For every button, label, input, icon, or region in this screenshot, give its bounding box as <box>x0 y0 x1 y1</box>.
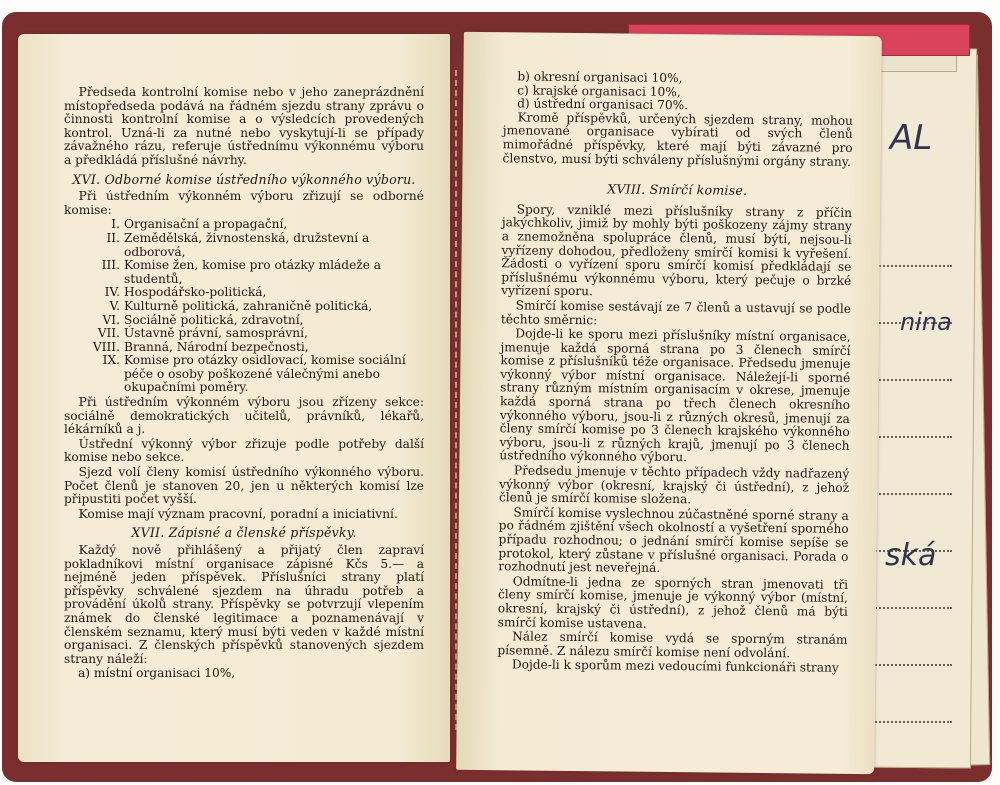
list-item: c) krajské organisaci 10%, <box>517 82 681 99</box>
handwriting-top: AL <box>890 118 933 158</box>
section-18-title: XVIII. Smírčí komise. <box>607 181 748 198</box>
paragraph: Odmítne-li jedna ze sporných stran jmenovati tři členy smírčí komise, jmenuje je výkonný výbor (místní, okresní, krajský či ústřední), z jehož členů má býti smírčí komise ustavena. <box>497 574 849 631</box>
left-page-text <box>64 86 424 681</box>
paragraph: Sjezd volí členy komisí ústředního výkonného výboru. Počet členů je stanoven 20, jen u některých komisí lze připustiti počet vyšší. <box>64 465 424 507</box>
right-page <box>456 32 882 774</box>
paragraph: Spory, vzniklé mezi příslušníky strany z příčin jakýchkoliv, jimiž by mohly býti poškozeny zájmy strany a znemožněna spolupráce členů, musí býti, nejsou-li vyřízeny dohodou, předloženy smírčí komisi k vyřešení. Žádosti o vyřízení sporu smírčí komisí předkládají se příslušnému výkonnému výboru, který pečuje o brzké vyřízení sporu. <box>501 202 853 299</box>
list-item: I. Organisační a propagační, <box>111 217 288 232</box>
handwriting-middle: nina <box>900 308 952 336</box>
left-page <box>18 34 450 762</box>
paragraph: Při ústředním výkonném výboru zřizují se odborné komise: <box>64 189 424 217</box>
list-item: IX. Komise pro otázky osidlovací, komise sociální péče o osoby poškozené válečnými anebo okupačními poměry. <box>102 353 406 395</box>
right-page-text <box>497 70 853 677</box>
list-item: a) místní organisaci 10%, <box>78 666 236 681</box>
list-item: V. Kulturně politická, zahraničně politická, <box>109 298 373 313</box>
shares-list-left <box>64 667 424 681</box>
shares-list-right <box>503 70 853 114</box>
paragraph: Ústřední výkonný výbor zřizuje podle potřeby další komise nebo sekce. <box>64 436 424 465</box>
list-item: VII. Ústavně právní, samosprávní, <box>97 326 308 341</box>
paragraph: Každý nově přihlášený a přijatý člen zapraví pokladníkovi místní organisace zápisné Kčs 5.— a nejméně jeden příspěvek. Příslušníci strany platí příspěvky schválené sjezdem na úhradu potřeb a provádění úkolů strany. Příspěvky se potvrzují vlepením známek do členské legitimace a poznamenávají v členském seznamu, který musí býti veden v každé místní organisaci. Z členských příspěvků stanovených sjezdem strany náleží: <box>64 543 424 666</box>
paragraph: Nález smírčí komise vydá se sporným stranám písemně. Z nálezu smírčí komise není odvolání. <box>497 629 848 661</box>
list-item: IV. Hospodářsko-politická, <box>104 285 267 300</box>
committee-list <box>64 218 424 395</box>
section-17-title: XVII. Zápisné a členské příspěvky. <box>131 525 357 541</box>
list-item: b) okresní organisaci 10%, <box>517 69 683 86</box>
paragraph: Předsedu jmenuje v těchto případech vždy nadřazený výkonný výbor (okresní, krajský či ústřední), z jehož členů je smírčí komise složena. <box>498 463 850 507</box>
list-item: VIII. Branná, Národní bezpečnosti, <box>92 339 309 354</box>
handwriting-lower: ská <box>885 538 937 573</box>
dotted-lines <box>872 210 952 723</box>
paragraph: Dojde-li k sporům mezi vedoucími funkcionáři strany <box>511 657 839 676</box>
paragraph: Při ústředním výkonném výboru jsou zřízeny sekce: sociálně demokratických učitelů, právníků, lékařů, lékárníků a j. <box>64 395 424 437</box>
list-item: II. Zemědělská, živnostenská, družstevní a odborová, <box>106 230 370 259</box>
list-item: III. Komise žen, komise pro otázky mládeže a studentů, <box>101 258 382 286</box>
section-16-title: XVI. Odborné komise ústředního výkonného výboru. <box>72 171 416 187</box>
list-item: d) ústřední organisaci 70%. <box>517 96 689 113</box>
paragraph: Dojde-li ke sporu mezi příslušníky místní organisace, jmenuje každá sporná strana po 3 členech smírčí komise z příslušníků téže organisace. Předsedu jmenuje výkonný výbor místní organisace. Náležejí-li sporné strany různým místním organisacím v okrese, jmenuje každá sporná strana po třech členech okresního výkonného výboru, jsou-li z různých okresů, jmenují za členy smírčí komise po 3 členech krajského výkonného výboru, jsou-li z různých krajů, jmenují po 3 členech ústředního výkonného výboru. <box>499 326 851 465</box>
paragraph: Smírčí komise sestávají ze 7 členů a ustavují se podle těchto směrnic: <box>500 298 852 327</box>
paragraph: Předseda kontrolní komise nebo v jeho zaneprázdnění místopředseda podává na řádném sjezdu strany zprávu o činnosti kontrolní komise a o výsledcích provedených kontrol. Uzná-li za nutné nebo vyskytují-li se případy závažného rázu, referuje ústřednímu výkonnému výboru a předkládá příslušné návrhy. <box>64 85 424 167</box>
paragraph: Kromě příspěvků, určených sjezdem strany, mohou jmenované organisace vybírati od svých členů mimořádné příspěvky, které mají býti závazné pro členstvo, musí býti schváleny příslušnými orgány strany. <box>502 110 854 169</box>
paragraph: Smírčí komise vyslechnou zúčastněné sporné strany a po řádném zjištění všech okolností a vyšetření sporného případu rozhodnou; o jednání smírčí komise sepíše se protokol, který zůstane v příslušné organisaci. Porada o rozhodnutí jest neveřejná. <box>498 505 849 576</box>
list-item: VI. Sociálně politická, zdravotní, <box>102 312 304 327</box>
paragraph: Komise mají význam pracovní, poradní a iniciativní. <box>78 506 398 521</box>
